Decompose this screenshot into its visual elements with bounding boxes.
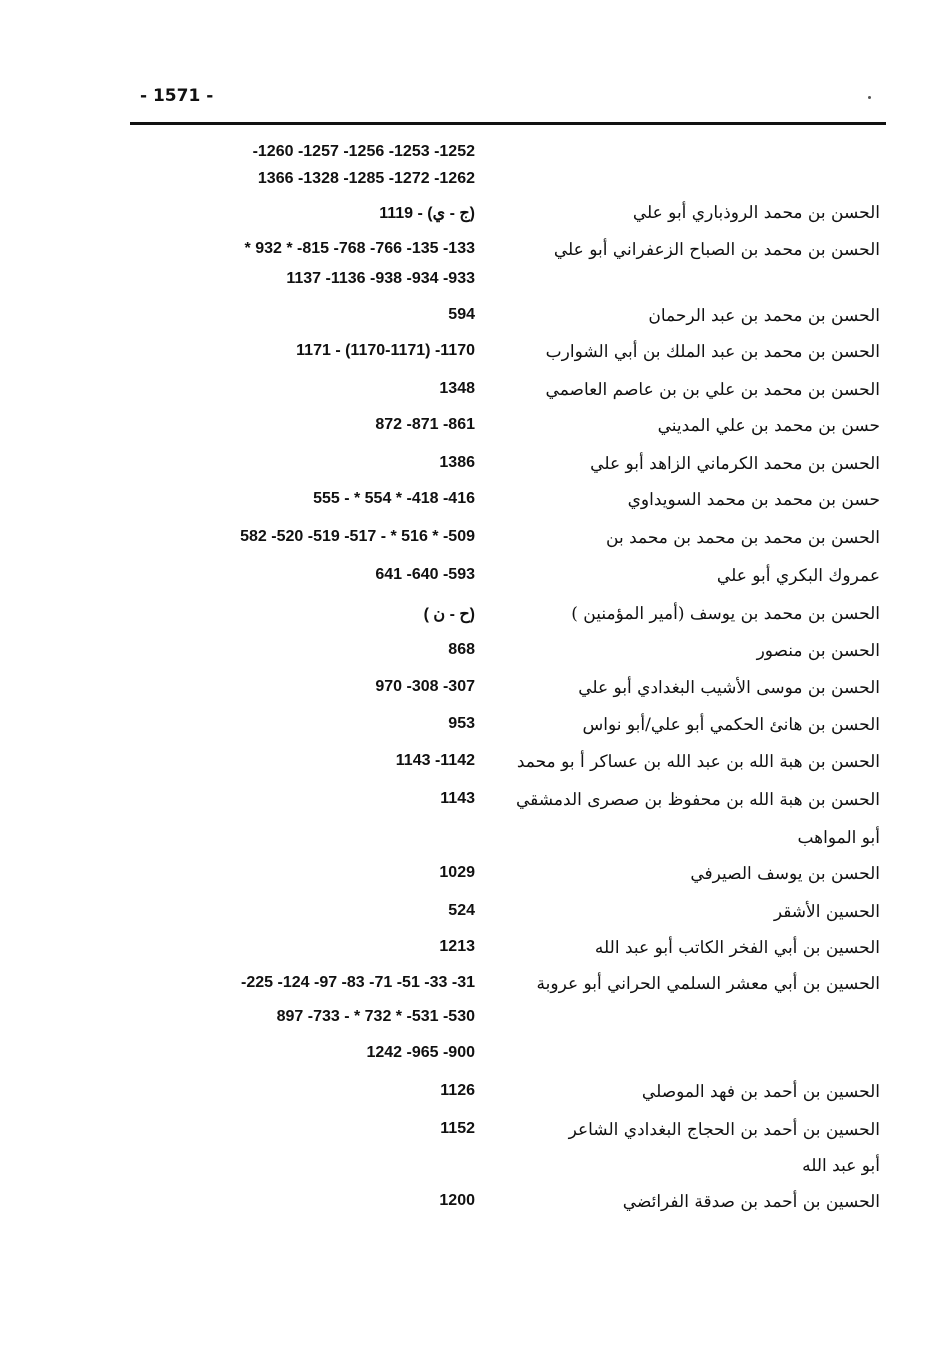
index-entry [120, 604, 880, 632]
entry-name: حسن بن محمد بن محمد السويداوي [627, 490, 880, 510]
entry-name: الحسن بن محمد بن يوسف (أمير المؤمنين ) [571, 604, 880, 624]
entry-references: 416- 418- * 554 * - 555 [313, 490, 475, 507]
entry-references: 1252- 1253- 1256- 1257- 1260- [252, 143, 475, 160]
entry-references: 593- 640- 641 [375, 566, 475, 583]
entry-references: 900- 965- 1242 [366, 1044, 475, 1061]
entry-name: الحسين بن أحمد بن صدقة الفرائضي [622, 1192, 880, 1212]
index-entry [120, 1008, 880, 1036]
entry-name: الحسن بن هانئ الحكمي أبو علي/أبو نواس [582, 715, 880, 735]
entry-references: 1152 [440, 1120, 475, 1137]
entry-name: عمروك البكري أبو علي [716, 566, 880, 586]
entry-name: أبو المواهب [797, 828, 880, 848]
entry-name: الحسن بن محمد بن علي بن بن عاصم العاصمي [545, 380, 880, 400]
entry-name: الحسن بن منصور [756, 641, 880, 661]
entry-name: الحسين بن أحمد بن الحجاج البغدادي الشاعر [568, 1120, 880, 1140]
index-entry [120, 864, 880, 892]
entry-references: 1348 [439, 380, 475, 397]
entry-references: 1386 [439, 454, 475, 471]
entry-name: الحسين الأشقر [773, 902, 880, 922]
index-entry [120, 240, 880, 268]
index-entry [120, 566, 880, 594]
index-entry [120, 1082, 880, 1110]
index-entry [120, 678, 880, 706]
speck-mark [868, 96, 871, 99]
entry-references: 861- 871- 872 [375, 416, 475, 433]
entry-references: 1170- (1170-1171) - 1171 [296, 342, 475, 359]
entry-name: الحسن بن هبة الله بن محفوظ بن صصرى الدمشقي [516, 790, 880, 810]
index-entry [120, 203, 880, 231]
entry-name: الحسن بن محمد بن الصباح الزعفراني أبو علي [553, 240, 880, 260]
entry-name: أبو عبد الله [802, 1156, 880, 1176]
index-entry [120, 828, 880, 856]
index-entry [120, 380, 880, 408]
index-entry [120, 1192, 880, 1220]
index-entry [120, 790, 880, 818]
entry-name: الحسن بن موسى الأشيب البغدادي أبو علي [578, 678, 880, 698]
entry-references: 31- 33- 51- 71- 83- 97- 124- 225- [241, 974, 475, 991]
entry-references: 1200 [439, 1192, 475, 1209]
entry-references: (ح - ن ) [423, 606, 475, 623]
entry-references: 1262- 1272- 1285- 1328- 1366 [257, 170, 475, 187]
index-entry [120, 454, 880, 482]
index-entry [120, 143, 880, 171]
entry-references: 1143 [440, 790, 475, 807]
header-rule [130, 122, 886, 125]
entry-references: 1126 [440, 1082, 475, 1099]
index-entry [120, 1044, 880, 1072]
entry-name: الحسين بن أحمد بن فهد الموصلي [641, 1082, 880, 1102]
entry-references: 1142- 1143 [395, 752, 475, 769]
index-entry [120, 270, 880, 298]
index-entry [120, 342, 880, 370]
index-entry [120, 641, 880, 669]
entry-references: 524 [448, 902, 475, 919]
entry-references: (ج - ي) - 1119 [379, 205, 475, 222]
page-number: - 1571 - [140, 86, 214, 106]
entry-references: 868 [448, 641, 475, 658]
entry-references: 1029 [439, 864, 475, 881]
entry-name: الحسن بن محمد الكرماني الزاهد أبو علي [590, 454, 880, 474]
index-entry [120, 416, 880, 444]
entry-name: الحسين بن أبي الفخر الكاتب أبو عبد الله [594, 938, 880, 958]
entry-references: 1213 [439, 938, 475, 955]
index-entry [120, 1156, 880, 1184]
entry-references: 594 [448, 306, 475, 323]
entry-name: الحسن بن هبة الله بن عبد الله بن عساكر أ بو محمد [516, 752, 880, 772]
entry-references: 953 [448, 715, 475, 732]
index-entry [120, 752, 880, 780]
entry-references: 933- 934- 938- 1136- 1137 [286, 270, 475, 287]
entry-name: الحسن بن محمد بن محمد بن محمد بن [606, 528, 880, 548]
index-entry [120, 528, 880, 556]
index-entry [120, 715, 880, 743]
entry-references: 307- 308- 970 [375, 678, 475, 695]
index-entry [120, 902, 880, 930]
entry-references: 509- * 516 * - 517- 519- 520- 582 [240, 528, 475, 545]
entry-name: الحسن بن محمد بن عبد الرحمان [648, 306, 880, 326]
entry-name: الحسين بن أبي معشر السلمي الحراني أبو عروبة [536, 974, 880, 994]
index-entry [120, 974, 880, 1002]
entry-name: حسن بن محمد بن علي المديني [657, 416, 880, 436]
entry-references: 530- 531- * 732 * - 733- 897 [276, 1008, 475, 1025]
entry-name: الحسن بن محمد بن عبد الملك بن أبي الشوارب [545, 342, 880, 362]
index-entry [120, 1120, 880, 1148]
index-entry [120, 490, 880, 518]
entry-name: الحسن بن محمد الروذباري أبو علي [632, 203, 880, 223]
index-entry [120, 306, 880, 334]
index-entry [120, 170, 880, 198]
index-entry [120, 938, 880, 966]
entry-name: الحسن بن يوسف الصيرفي [690, 864, 880, 884]
entry-references: 133- 135- 766- 768- 815- * 932 * [244, 240, 475, 257]
